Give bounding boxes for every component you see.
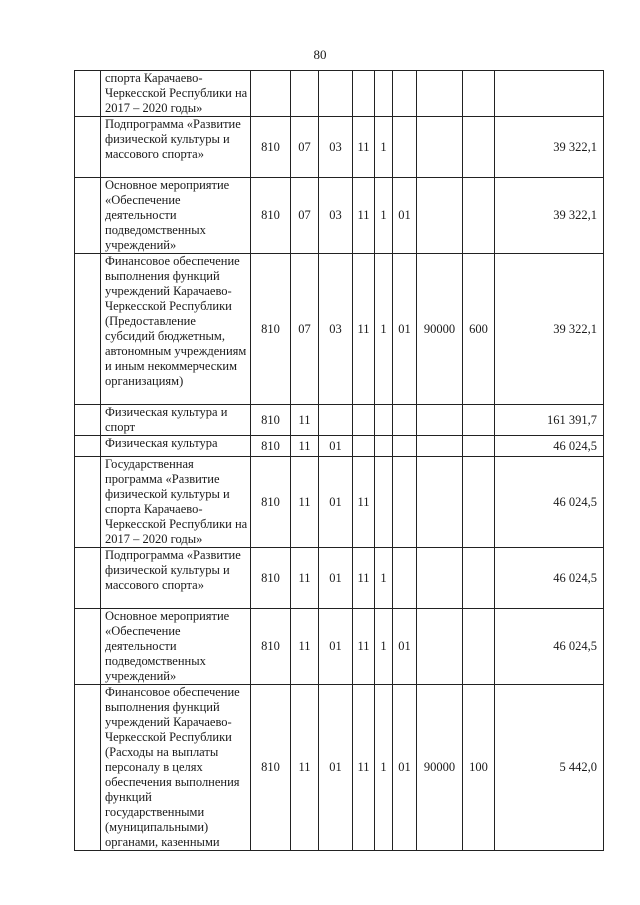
program-code-cell	[353, 71, 375, 117]
expense-type-cell	[463, 178, 495, 254]
event-code-cell	[393, 117, 417, 178]
subsection-code-cell: 01	[319, 685, 353, 851]
name-cell: Физическая культура	[101, 436, 251, 457]
table-row	[75, 457, 604, 548]
event-code-cell	[393, 436, 417, 457]
subprogram-code-cell: 1	[375, 178, 393, 254]
expense-type-cell	[463, 71, 495, 117]
amount-cell: 39 322,1	[495, 178, 604, 254]
subsection-code-cell: 01	[319, 457, 353, 548]
table-row	[75, 117, 604, 178]
expense-type-cell	[463, 117, 495, 178]
subsection-code-cell	[319, 405, 353, 436]
event-code-cell: 01	[393, 254, 417, 405]
table-row	[75, 685, 604, 851]
direction-code-cell: 90000	[417, 254, 463, 405]
ministry-code-cell: 810	[251, 254, 291, 405]
table-row	[75, 178, 604, 254]
ministry-code-cell: 810	[251, 609, 291, 685]
direction-code-cell	[417, 178, 463, 254]
program-code-cell: 11	[353, 254, 375, 405]
section-code-cell: 11	[291, 685, 319, 851]
amount-cell: 39 322,1	[495, 254, 604, 405]
program-code-cell: 11	[353, 117, 375, 178]
ministry-code-cell: 810	[251, 117, 291, 178]
table-row	[75, 609, 604, 685]
direction-code-cell	[417, 609, 463, 685]
name-cell: Физическая культура и спорт	[101, 405, 251, 436]
row-marker-cell	[75, 405, 101, 436]
amount-cell	[495, 71, 604, 117]
direction-code-cell: 90000	[417, 685, 463, 851]
row-marker-cell	[75, 685, 101, 851]
subprogram-code-cell	[375, 71, 393, 117]
page-number: 80	[313, 47, 327, 62]
ministry-code-cell: 810	[251, 548, 291, 609]
ministry-code-cell: 810	[251, 178, 291, 254]
expense-type-cell: 600	[463, 254, 495, 405]
subsection-code-cell: 03	[319, 178, 353, 254]
program-code-cell	[353, 436, 375, 457]
subprogram-code-cell	[375, 457, 393, 548]
subsection-code-cell: 03	[319, 117, 353, 178]
expense-type-cell	[463, 609, 495, 685]
budget-table	[74, 70, 604, 851]
row-marker-cell	[75, 457, 101, 548]
subprogram-code-cell: 1	[375, 685, 393, 851]
row-marker-cell	[75, 71, 101, 117]
subprogram-code-cell	[375, 436, 393, 457]
table-row	[75, 71, 604, 117]
subprogram-code-cell: 1	[375, 609, 393, 685]
amount-cell: 161 391,7	[495, 405, 604, 436]
section-code-cell: 07	[291, 117, 319, 178]
subsection-code-cell: 03	[319, 254, 353, 405]
program-code-cell: 11	[353, 548, 375, 609]
event-code-cell: 01	[393, 609, 417, 685]
name-cell: Основное мероприятие «Обеспечение деятельности подведомственных учреждений»	[101, 178, 251, 254]
event-code-cell	[393, 457, 417, 548]
name-cell: Подпрограмма «Развитие физической культуры и массового спорта»	[101, 548, 251, 609]
program-code-cell: 11	[353, 609, 375, 685]
expense-type-cell	[463, 405, 495, 436]
subprogram-code-cell	[375, 405, 393, 436]
expense-type-cell	[463, 548, 495, 609]
amount-cell: 5 442,0	[495, 685, 604, 851]
name-cell: Основное мероприятие «Обеспечение деятельности подведомственных учреждений»	[101, 609, 251, 685]
ministry-code-cell: 810	[251, 436, 291, 457]
subprogram-code-cell: 1	[375, 117, 393, 178]
amount-cell: 46 024,5	[495, 436, 604, 457]
subprogram-code-cell: 1	[375, 548, 393, 609]
event-code-cell: 01	[393, 685, 417, 851]
expense-type-cell	[463, 436, 495, 457]
event-code-cell	[393, 405, 417, 436]
section-code-cell: 11	[291, 436, 319, 457]
direction-code-cell	[417, 436, 463, 457]
table-row	[75, 254, 604, 405]
subsection-code-cell	[319, 71, 353, 117]
section-code-cell: 11	[291, 548, 319, 609]
name-cell: Финансовое обеспечение выполнения функций учреждений Карачаево-Черкесской Республики (Предоставление субсидий бюджетным, автономным учреждениям и иным некоммерческим организациям)	[101, 254, 251, 405]
direction-code-cell	[417, 405, 463, 436]
section-code-cell: 07	[291, 254, 319, 405]
subprogram-code-cell: 1	[375, 254, 393, 405]
expense-type-cell: 100	[463, 685, 495, 851]
amount-cell: 39 322,1	[495, 117, 604, 178]
program-code-cell	[353, 405, 375, 436]
program-code-cell: 11	[353, 457, 375, 548]
name-cell: Государственная программа «Развитие физической культуры и спорта Карачаево-Черкесской Республики на 2017 – 2020 годы»	[101, 457, 251, 548]
row-marker-cell	[75, 609, 101, 685]
row-marker-cell	[75, 548, 101, 609]
amount-cell: 46 024,5	[495, 609, 604, 685]
event-code-cell: 01	[393, 178, 417, 254]
direction-code-cell	[417, 117, 463, 178]
name-cell: Подпрограмма «Развитие физической культуры и массового спорта»	[101, 117, 251, 178]
section-code-cell: 07	[291, 178, 319, 254]
ministry-code-cell: 810	[251, 457, 291, 548]
row-marker-cell	[75, 436, 101, 457]
subsection-code-cell: 01	[319, 436, 353, 457]
expense-type-cell	[463, 457, 495, 548]
direction-code-cell	[417, 457, 463, 548]
ministry-code-cell: 810	[251, 405, 291, 436]
table-row	[75, 405, 604, 436]
section-code-cell	[291, 71, 319, 117]
section-code-cell: 11	[291, 609, 319, 685]
event-code-cell	[393, 71, 417, 117]
program-code-cell: 11	[353, 178, 375, 254]
subsection-code-cell: 01	[319, 609, 353, 685]
row-marker-cell	[75, 254, 101, 405]
table-row	[75, 548, 604, 609]
ministry-code-cell: 810	[251, 685, 291, 851]
direction-code-cell	[417, 548, 463, 609]
subsection-code-cell: 01	[319, 548, 353, 609]
program-code-cell: 11	[353, 685, 375, 851]
section-code-cell: 11	[291, 457, 319, 548]
row-marker-cell	[75, 117, 101, 178]
event-code-cell	[393, 548, 417, 609]
ministry-code-cell	[251, 71, 291, 117]
table-row	[75, 436, 604, 457]
row-marker-cell	[75, 178, 101, 254]
amount-cell: 46 024,5	[495, 457, 604, 548]
name-cell: Финансовое обеспечение выполнения функций учреждений Карачаево-Черкесской Республики (Расходы на выплаты персоналу в целях обеспечения выполнения функций государственными (муниципальными) органами, казенными	[101, 685, 251, 851]
direction-code-cell	[417, 71, 463, 117]
name-cell: спорта Карачаево-Черкесской Республики на 2017 – 2020 годы»	[101, 71, 251, 117]
section-code-cell: 11	[291, 405, 319, 436]
amount-cell: 46 024,5	[495, 548, 604, 609]
